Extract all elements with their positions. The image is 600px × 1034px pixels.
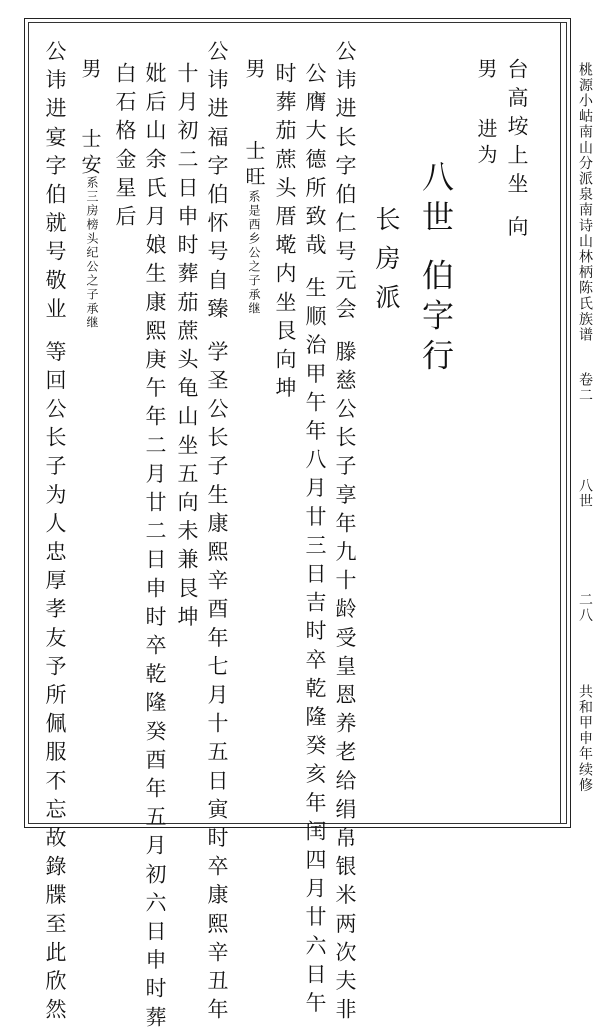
son-note: 系是西乡公之子承继 (247, 190, 261, 316)
son-name: 士旺 (242, 140, 266, 192)
page-title: 八世 伯字行 (417, 160, 455, 379)
branch-title: 长房派 (372, 206, 401, 323)
entry-text-line: 公讳进长字伯仁号元会 滕慈公长子享年九十龄受皇恩养老给绢帛银米两次夫非 (333, 40, 357, 1027)
son-label: 男 (242, 58, 266, 84)
volume-label: 卷二 (577, 372, 593, 404)
entry-text-line: 十月初二日申时葬茄蔗头龟山坐五向未兼艮坤 (175, 62, 199, 634)
entry-text-line: 白石格金星后 (113, 62, 137, 234)
son-label: 男 (78, 58, 102, 84)
entry-text-line: 时葬茄蔗头厝墘内坐艮向坤 (273, 62, 297, 406)
generation-label: 八世 (577, 478, 593, 510)
entry-text-line: 公讳进宴字伯就号敬业 等回公长子为人忠厚孝友予所佩服不忘故錄牒至此欣然 (43, 40, 67, 1027)
entry-text-line: 妣后山余氏月娘生康熙庚午年二月廿二日申时卒乾隆癸酉年五月初六日申时葬 (143, 62, 167, 1034)
son-label: 男 (474, 58, 498, 84)
sidebar-divider (560, 22, 561, 824)
entry-text-line: 公讳进福字伯怀号自臻 学圣公长子生康熙辛酉年七月十五日寅时卒康熙辛丑年 (205, 40, 229, 1027)
grave-location-text: 台高垵上坐 向 (505, 58, 529, 244)
son-name: 进为 (474, 118, 498, 170)
son-name: 士安 (78, 128, 102, 180)
son-note: 系三房榜头纪公之子承继 (85, 176, 99, 330)
entry-text-line: 公膺大德所致哉 生顺治甲午年八月廿三日吉时卒乾隆癸亥年闰四月廿六日午 (303, 62, 327, 1021)
edition-label: 共和甲申年续修 (577, 684, 593, 794)
page-number: 二八 (577, 592, 593, 624)
book-title: 桃源小岵南山分派泉南诗山林柄陈氏族谱 (577, 62, 593, 343)
